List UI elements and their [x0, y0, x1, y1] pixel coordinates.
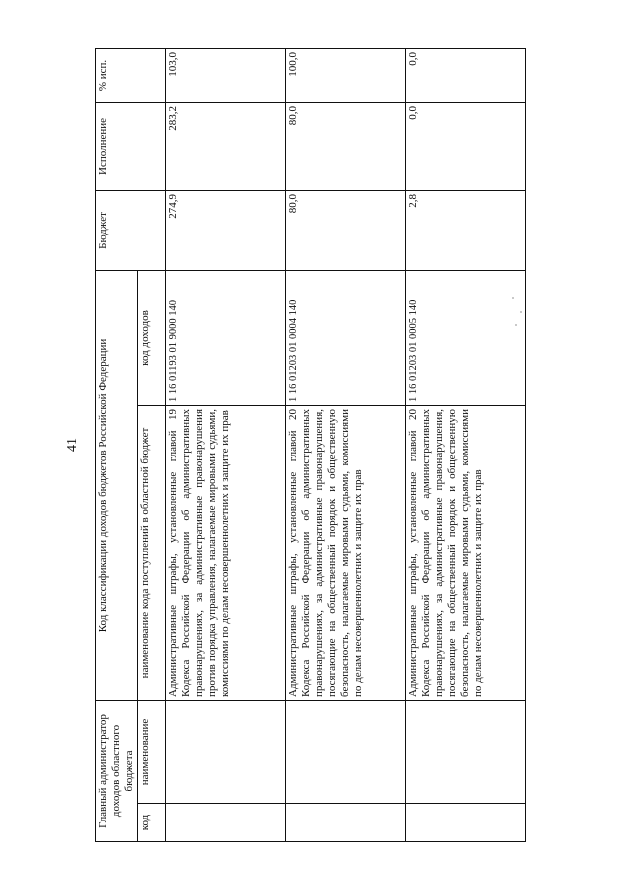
income-code-cell: 1 16 01193 01 9000 140	[166, 270, 286, 405]
income-code-cell: 1 16 01203 01 0004 140	[286, 270, 406, 405]
percent-cell: 0,0	[406, 48, 526, 102]
header-main-administrator: Главный администратор доходов областного бюджета	[96, 700, 138, 841]
header-income-code: код доходов	[138, 270, 166, 405]
header-percent: % исп.	[96, 48, 166, 102]
income-description-cell: Административные штрафы, установленные главой 20 Кодекса Российской Федерации об административных правонарушениях, за административные правонарушения, посягающие на общественный порядок и общественную безопасность, налагаемые мировыми судьями, комиссиями по делам несовершеннолетних и защите их прав	[286, 405, 406, 700]
header-admin-name: наименование	[138, 700, 166, 803]
execution-cell: 283,2	[166, 102, 286, 190]
header-income-name: наименование кода поступлений в областной бюджет	[138, 405, 166, 700]
rotated-page-content	[95, 49, 511, 842]
admin-code-cell	[166, 804, 286, 842]
income-table	[95, 48, 526, 842]
page-number: 41	[65, 438, 80, 452]
percent-cell: 100,0	[286, 48, 406, 102]
execution-cell: 0,0	[406, 102, 526, 190]
table-row	[166, 48, 286, 841]
table-row	[406, 48, 526, 841]
income-code-cell: 1 16 01203 01 0005 140	[406, 270, 526, 405]
budget-cell: 274,9	[166, 190, 286, 270]
income-description-cell: Административные штрафы, установленные главой 19 Кодекса Российской Федерации об административных правонарушениях, за административные правонарушения против порядка управления, налагаемые мировыми судьями, комиссиями по делам несовершеннолетних и защите их прав	[166, 405, 286, 700]
income-description-cell: Административные штрафы, установленные главой 20 Кодекса Российской Федерации об административных правонарушениях, за административные правонарушения, посягающие на общественный порядок и общественную безопасность, налагаемые мировыми судьями, комиссиями по делам несовершеннолетних и защите их прав	[406, 405, 526, 700]
scan-speck	[520, 311, 522, 313]
admin-name-cell	[286, 700, 406, 803]
scan-speck	[512, 297, 514, 299]
admin-code-cell	[406, 804, 526, 842]
admin-name-cell	[406, 700, 526, 803]
header-admin-code: код	[138, 804, 166, 842]
execution-cell: 80,0	[286, 102, 406, 190]
header-execution: Исполнение	[96, 102, 166, 190]
admin-code-cell	[286, 804, 406, 842]
header-budget: Бюджет	[96, 190, 166, 270]
budget-cell: 2,8	[406, 190, 526, 270]
scan-speck	[515, 324, 517, 326]
header-classification-code: Код классификации доходов бюджетов Российской Федерации	[96, 270, 138, 700]
percent-cell: 103,0	[166, 48, 286, 102]
budget-cell: 80,0	[286, 190, 406, 270]
table-row	[286, 48, 406, 841]
admin-name-cell	[166, 700, 286, 803]
